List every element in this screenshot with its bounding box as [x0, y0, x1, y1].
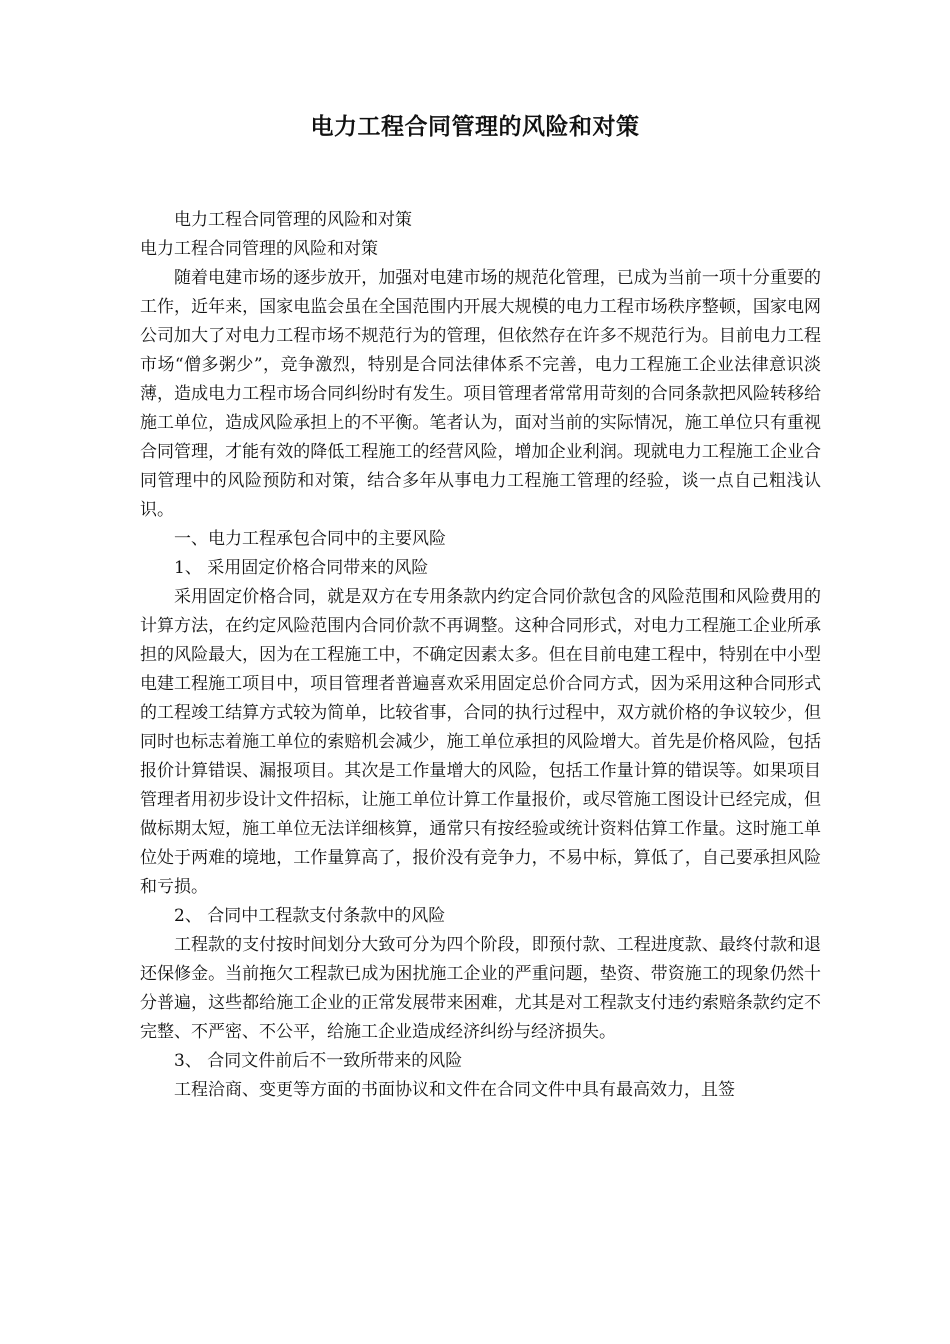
body-paragraph: 随着电建市场的逐步放开，加强对电建市场的规范化管理，已成为当前一项十分重要的工作，近年来，国家电监会虽在全国范围内开展大规模的电力工程市场秩序整顿，国家电网公司加大了对电力工程市场不规范行为的管理，但依然存在许多不规范行为。目前电力工程市场“僧多粥少”，竞争激烈，特别是合同法律体系不完善，电力工程施工企业法律意识淡薄，造成电力工程市场合同纠纷时有发生。项目管理者常常用苛刻的合同条款把风险转移给施工单位，造成风险承担上的不平衡。笔者认为，面对当前的实际情况，施工单位只有重视合同管理，才能有效的降低工程施工的经营风险，增加企业利润。现就电力工程施工企业合同管理中的风险预防和对策，结合多年从事电力工程施工管理的经验，谈一点自己粗浅认识。 — [140, 268, 821, 520]
body-paragraph: 电力工程合同管理的风险和对策 — [140, 239, 378, 259]
subsection-heading: 2、 合同中工程款支付条款中的风险 — [174, 906, 446, 926]
subsection-heading: 1、 采用固定价格合同带来的风险 — [174, 558, 429, 578]
body-paragraph: 工程款的支付按时间划分大致可分为四个阶段，即预付款、工程进度款、最终付款和退还保修金。当前拖欠工程款已成为困扰施工企业的严重问题，垫资、带资施工的现象仍然十分普遍，这些都给施工企业的正常发展带来困难，尤其是对工程款支付违约索赔条款约定不完整、不严密、不公平，给施工企业造成经济纠纷与经济损失。 — [140, 935, 821, 1042]
document-body — [140, 206, 821, 1105]
section-heading: 一、电力工程承包合同中的主要风险 — [174, 529, 446, 549]
body-paragraph: 工程洽商、变更等方面的书面协议和文件在合同文件中具有最高效力，且签 — [174, 1080, 735, 1100]
body-paragraph: 采用固定价格合同，就是双方在专用条款内约定合同价款包含的风险范围和风险费用的计算方法，在约定风险范围内合同价款不再调整。这种合同形式，对电力工程施工企业所承担的风险最大，因为在工程施工中，不确定因素太多。但在目前电建工程中，特别在中小型电建工程施工项目中，项目管理者普遍喜欢采用固定总价合同方式，因为采用这种合同形式的工程竣工结算方式较为简单，比较省事，合同的执行过程中，双方就价格的争议较少，但同时也标志着施工单位的索赔机会减少，施工单位承担的风险增大。首先是价格风险，包括报价计算错误、漏报项目。其次是工作量增大的风险，包括工作量计算的错误等。如果项目管理者用初步设计文件招标，让施工单位计算工作量报价，或尽管施工图设计已经完成，但做标期太短，施工单位无法详细核算，通常只有按经验或统计资料估算工作量。这时施工单位处于两难的境地，工作量算高了，报价没有竞争力，不易中标，算低了，自己要承担风险和亏损。 — [140, 587, 821, 897]
subsection-heading: 3、 合同文件前后不一致所带来的风险 — [174, 1051, 463, 1071]
body-paragraph: 电力工程合同管理的风险和对策 — [174, 210, 412, 230]
document-title: 电力工程合同管理的风险和对策 — [310, 114, 640, 140]
